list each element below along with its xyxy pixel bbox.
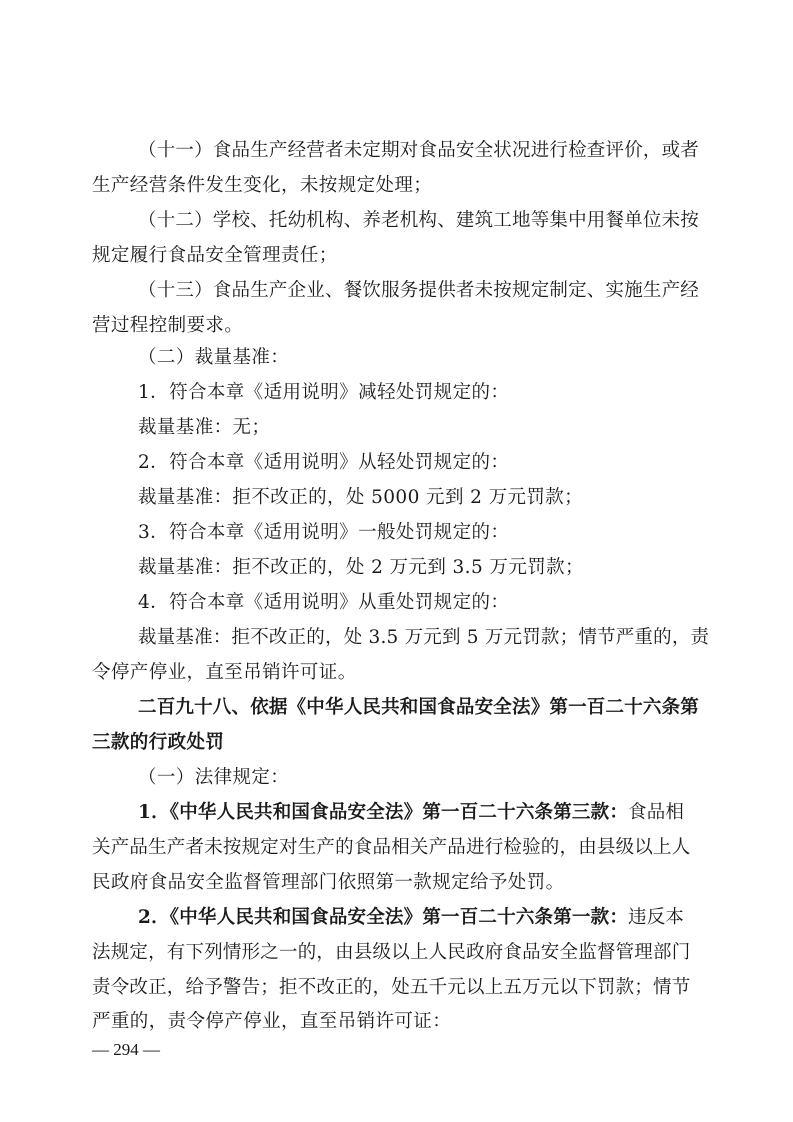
- standard-3-value: 裁量基准：拒不改正的，处 2 万元到 3.5 万元罚款；: [138, 557, 584, 578]
- standard-1-value: 裁量基准：无；: [138, 417, 271, 438]
- item12-line2: 规定履行食品安全管理责任；: [92, 245, 338, 266]
- law-1-line3: 民政府食品安全监督管理部门依照第一款规定给予处罚。: [92, 872, 565, 893]
- item11-line2: 生产经营条件发生变化，未按规定处理；: [92, 175, 433, 196]
- section-1-title: （一）法律规定：: [138, 767, 290, 788]
- law-2-citation: 2．《中华人民共和国食品安全法》第一百二十六条第一款：: [138, 907, 629, 928]
- article-298-heading-line1: 二百九十八、依据《中华人民共和国食品安全法》第一百二十六条第: [138, 697, 700, 718]
- section-2-title: （二）裁量基准：: [138, 347, 290, 368]
- law-2-line3: 责令改正，给予警告；拒不改正的，处五千元以上五万元以下罚款；情节: [92, 977, 691, 998]
- standard-1-condition: 1．符合本章《适用说明》减轻处罚规定的：: [138, 382, 510, 403]
- standard-3-condition: 3．符合本章《适用说明》一般处罚规定的：: [138, 522, 510, 543]
- law-2-line1: [138, 905, 688, 931]
- standard-4-value-line2: 令停产停业，直至吊销许可证。: [92, 662, 357, 683]
- page-number: — 294 —: [92, 1040, 160, 1059]
- item13-line1: （十三）食品生产企业、餐饮服务提供者未按规定制定、实施生产经: [138, 280, 700, 301]
- law-1-line2: 关产品生产者未按规定对生产的食品相关产品进行检验的，由县级以上人: [92, 837, 691, 858]
- item13-line2: 营过程控制要求。: [92, 315, 244, 336]
- law-2-text-start: 违反本: [628, 907, 685, 928]
- item12-line1: （十二）学校、托幼机构、养老机构、建筑工地等集中用餐单位未按: [138, 210, 700, 231]
- standard-4-condition: 4．符合本章《适用说明》从重处罚规定的：: [138, 592, 510, 613]
- law-2-line4: 严重的，责令停产停业，直至吊销许可证：: [92, 1011, 452, 1032]
- law-1-citation: 1．《中华人民共和国食品安全法》第一百二十六条第三款：: [138, 802, 629, 823]
- article-298-heading-line2: 三款的行政处罚: [92, 732, 225, 753]
- standard-2-condition: 2．符合本章《适用说明》从轻处罚规定的：: [138, 452, 510, 473]
- law-1-line1: [138, 800, 688, 826]
- law-2-line2: 法规定，有下列情形之一的，由县级以上人民政府食品安全监督管理部门: [92, 942, 691, 963]
- standard-2-value: 裁量基准：拒不改正的，处 5000 元到 2 万元罚款；: [138, 487, 584, 508]
- law-1-text-start: 食品相: [628, 802, 685, 823]
- standard-4-value-line1: 裁量基准：拒不改正的，处 3.5 万元到 5 万元罚款；情节严重的，责: [138, 627, 710, 648]
- item11-line1: （十一）食品生产经营者未定期对食品安全状况进行检查评价，或者: [138, 140, 700, 161]
